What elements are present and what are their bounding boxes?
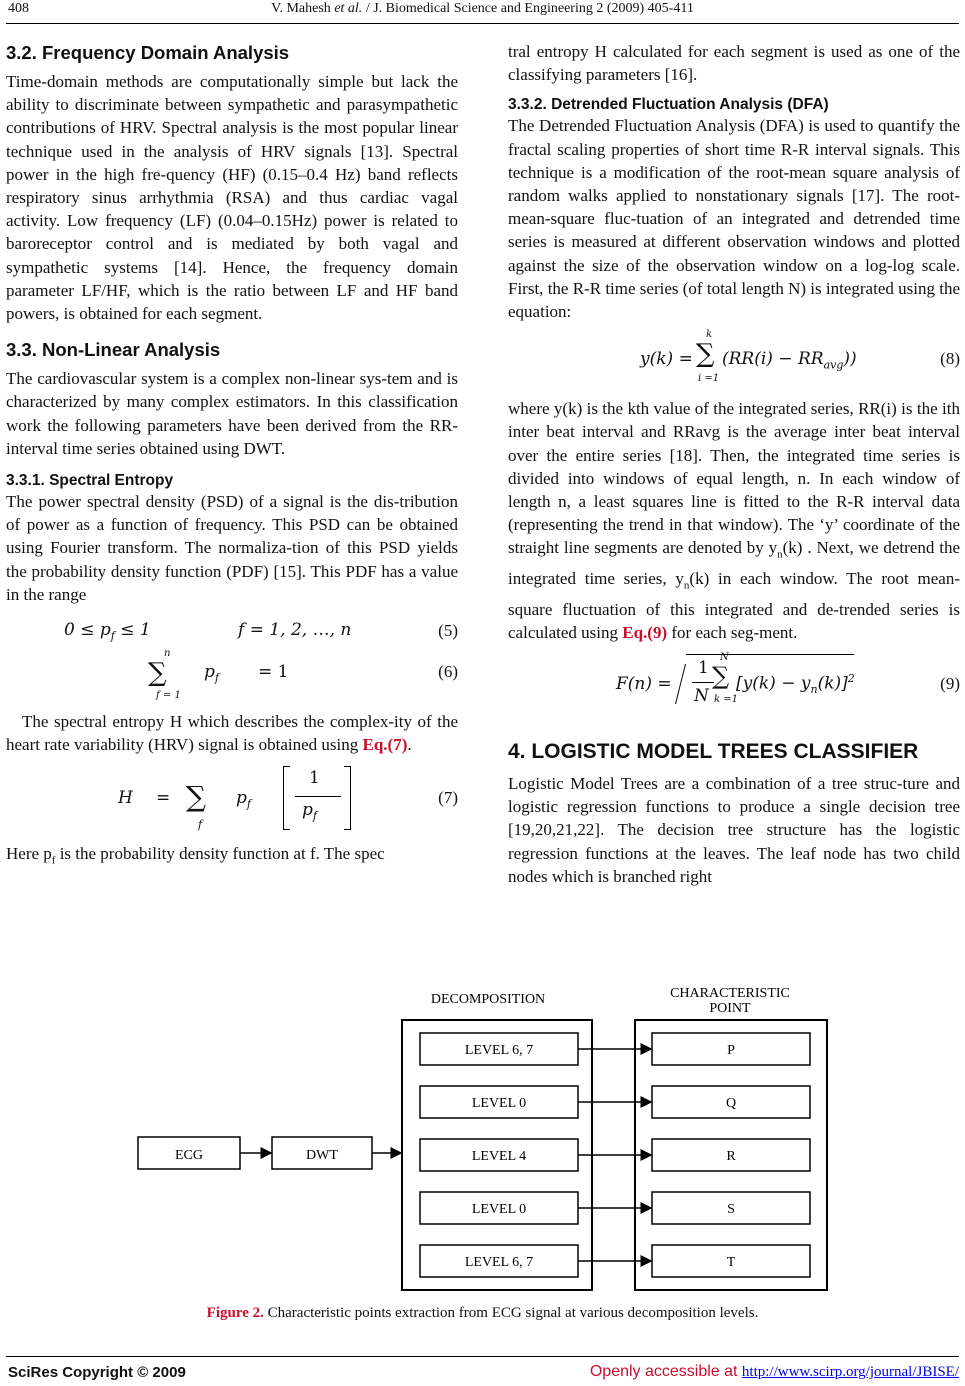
footer-rule (6, 1356, 959, 1357)
section-3-3-title: 3.3. Non-Linear Analysis (6, 339, 221, 361)
section-3-3-2-title: 3.3.2. Detrended Fluctuation Analysis (DFA) (508, 96, 829, 114)
equation-6: n ∑ f = 1 $p_f$ = 1 (6) (148, 648, 458, 702)
level-label-3: LEVEL 0 (471, 1202, 527, 1217)
section-4-title: 4. LOGISTIC MODEL TREES CLASSIFIER (508, 740, 919, 764)
equation-7: H = ∑ f $p_f$ 1 $p_f$ (7) (118, 768, 458, 832)
section-4-paragraph: Logistic Model Trees are a combination of a tree struc-ture and logistic regression functions to produce a single decision tree [19,20,21,22]. The decision tree structure has the logistic regression functions at the leaves. The leaf node has two child nodes which is branched right (508, 774, 960, 886)
section-3-3-1-paragraph-1: The power spectral density (PSD) of a signal is the dis-tribution of power as a function of frequency. This PSD can be obtained using Fourier transform. The normaliza-tion of this PSD yields the probability density function (PDF) [15]. This PDF has a value in the range (6, 492, 458, 604)
point-label-2: R (726, 1149, 736, 1164)
equation-7-reference[interactable]: Eq.(7) (362, 735, 408, 755)
equation-9-reference[interactable]: Eq.(9) (622, 622, 668, 642)
footer-access: Openly accessible at http://www.scirp.org/journal/JBISE/ (589, 1363, 959, 1380)
point-label-3: S (727, 1202, 735, 1217)
point-label-0: P (727, 1043, 735, 1058)
level-label-0: LEVEL 6, 7 (464, 1043, 534, 1058)
dwt-label: DWT (306, 1148, 338, 1163)
footer-copyright: SciRes Copyright © 2009 (8, 1364, 186, 1381)
running-head: V. Mahesh et al. / J. Biomedical Science and Engineering 2 (2009) 405-411 (271, 1, 694, 16)
decomposition-title: DECOMPOSITION (430, 992, 546, 1007)
section-3-3-2-paragraph-2: where y(k) is the kth value of the integrated series, RR(i) is the ith inter beat interval and RRavg is the average inter beat interval over the entire series [18]. Then, the integrated time series is divided into windows of equal length, n. In each window of length n, a least squares line is fitted to the R-R interval data (representing the trend in that window). The ‘y’ coordinate of the straight line segments are denoted by $y_n(k)$ . Next, we detrend the integrated time series, $y_n(k)$ in each window. The root mean-square fluctuation of this integrated and de-trended series is calculated using Eq.(9) for each seg-ment. (508, 399, 961, 642)
section-3-2-paragraph: Time-domain methods are computationally simple but lack the ability to discriminate between sympathetic and parasympathetic contributions of HRV. Spectral analysis is the most popular linear technique used in the analysis of HRV signals [13]. Spectral power in the high fre-quency (HF) (0.15–0.4 Hz) band reflects respiratory sinus arrhythmia (RSA) and thus cardiac vagal activity. Low frequency (LF) (0.04–0.15Hz) power is related to baroreceptor control and is mediated by both vagal and sympathetic systems [14]. Hence, the frequency domain parameter LF/HF, which is the ratio between LF and HF band powers, is obtained for each segment. (6, 72, 458, 324)
figure-2-diagram (130, 975, 850, 1295)
spectral-entropy-continuation: tral entropy H calculated for each segment is used as one of the classifying parameters [16]. (508, 42, 960, 85)
characteristic-title-line1: CHARACTERISTIC (670, 986, 790, 1001)
point-label-4: T (726, 1255, 736, 1270)
equation-9: F(n) = 1 N N ∑ k =1 $[y(k) - y_n(k)]^2$ (9) (616, 652, 960, 707)
level-label-1: LEVEL 0 (471, 1096, 527, 1111)
section-3-2-title: 3.2. Frequency Domain Analysis (6, 42, 290, 63)
equation-5: $0 \le p_f \le 1$ f = 1, 2, …, n (5) (64, 620, 458, 643)
journal-link[interactable]: http://www.scirp.org/journal/JBISE/ (741, 1364, 959, 1380)
page-number: 408 (8, 1, 29, 16)
equation-5-number: (5) (438, 621, 458, 641)
header-rule (6, 23, 959, 24)
point-label-1: Q (725, 1096, 737, 1111)
section-3-3-1-paragraph-3: Here $p_f$ is the probability density function at f. The spec (6, 844, 385, 867)
left-column (6, 30, 458, 873)
ecg-label: ECG (175, 1148, 203, 1163)
level-label-4: LEVEL 6, 7 (464, 1255, 534, 1270)
figure-2-caption: Figure 2. Characteristic points extraction from ECG signal at various decomposition levels. (206, 1305, 759, 1321)
equation-8: y(k) = k ∑ i =1 $(RR(i) - RR_{avg})$) (8) (640, 329, 960, 385)
section-3-3-1-paragraph-2: The spectral entropy H which describes the complex-ity of the heart rate variability (HRV) signal is obtained using Eq.(7). (6, 712, 458, 755)
equation-6-number: (6) (438, 662, 458, 682)
equation-9-number: (9) (940, 674, 960, 694)
level-label-2: LEVEL 4 (471, 1149, 527, 1164)
section-3-3-paragraph: The cardiovascular system is a complex non-linear sys-tem and is characterized by many complex estimators. In this classification work the following parameters have been derived from the RR-interval time series obtained using DWT. (6, 369, 458, 458)
equation-8-number: (8) (940, 349, 960, 369)
characteristic-title-line2: POINT (709, 1001, 751, 1016)
right-column (508, 30, 960, 888)
equation-7-number: (7) (438, 788, 458, 808)
section-3-3-2-paragraph-1: The Detrended Fluctuation Analysis (DFA) is used to quantify the fractal scaling properties of short time R-R interval signals. This technique is a modification of the root-mean square analysis of random walks applied to nonstationary signals [17]. The root-mean-square fluc-tuation of an integrated and detrended time series is measured at different observation windows and plotted against the size of the observation window on a log-log scale. First, the R-R time series (of total length N) is integrated using the equation: (508, 116, 960, 322)
section-3-3-1-title: 3.3.1. Spectral Entropy (6, 472, 174, 490)
